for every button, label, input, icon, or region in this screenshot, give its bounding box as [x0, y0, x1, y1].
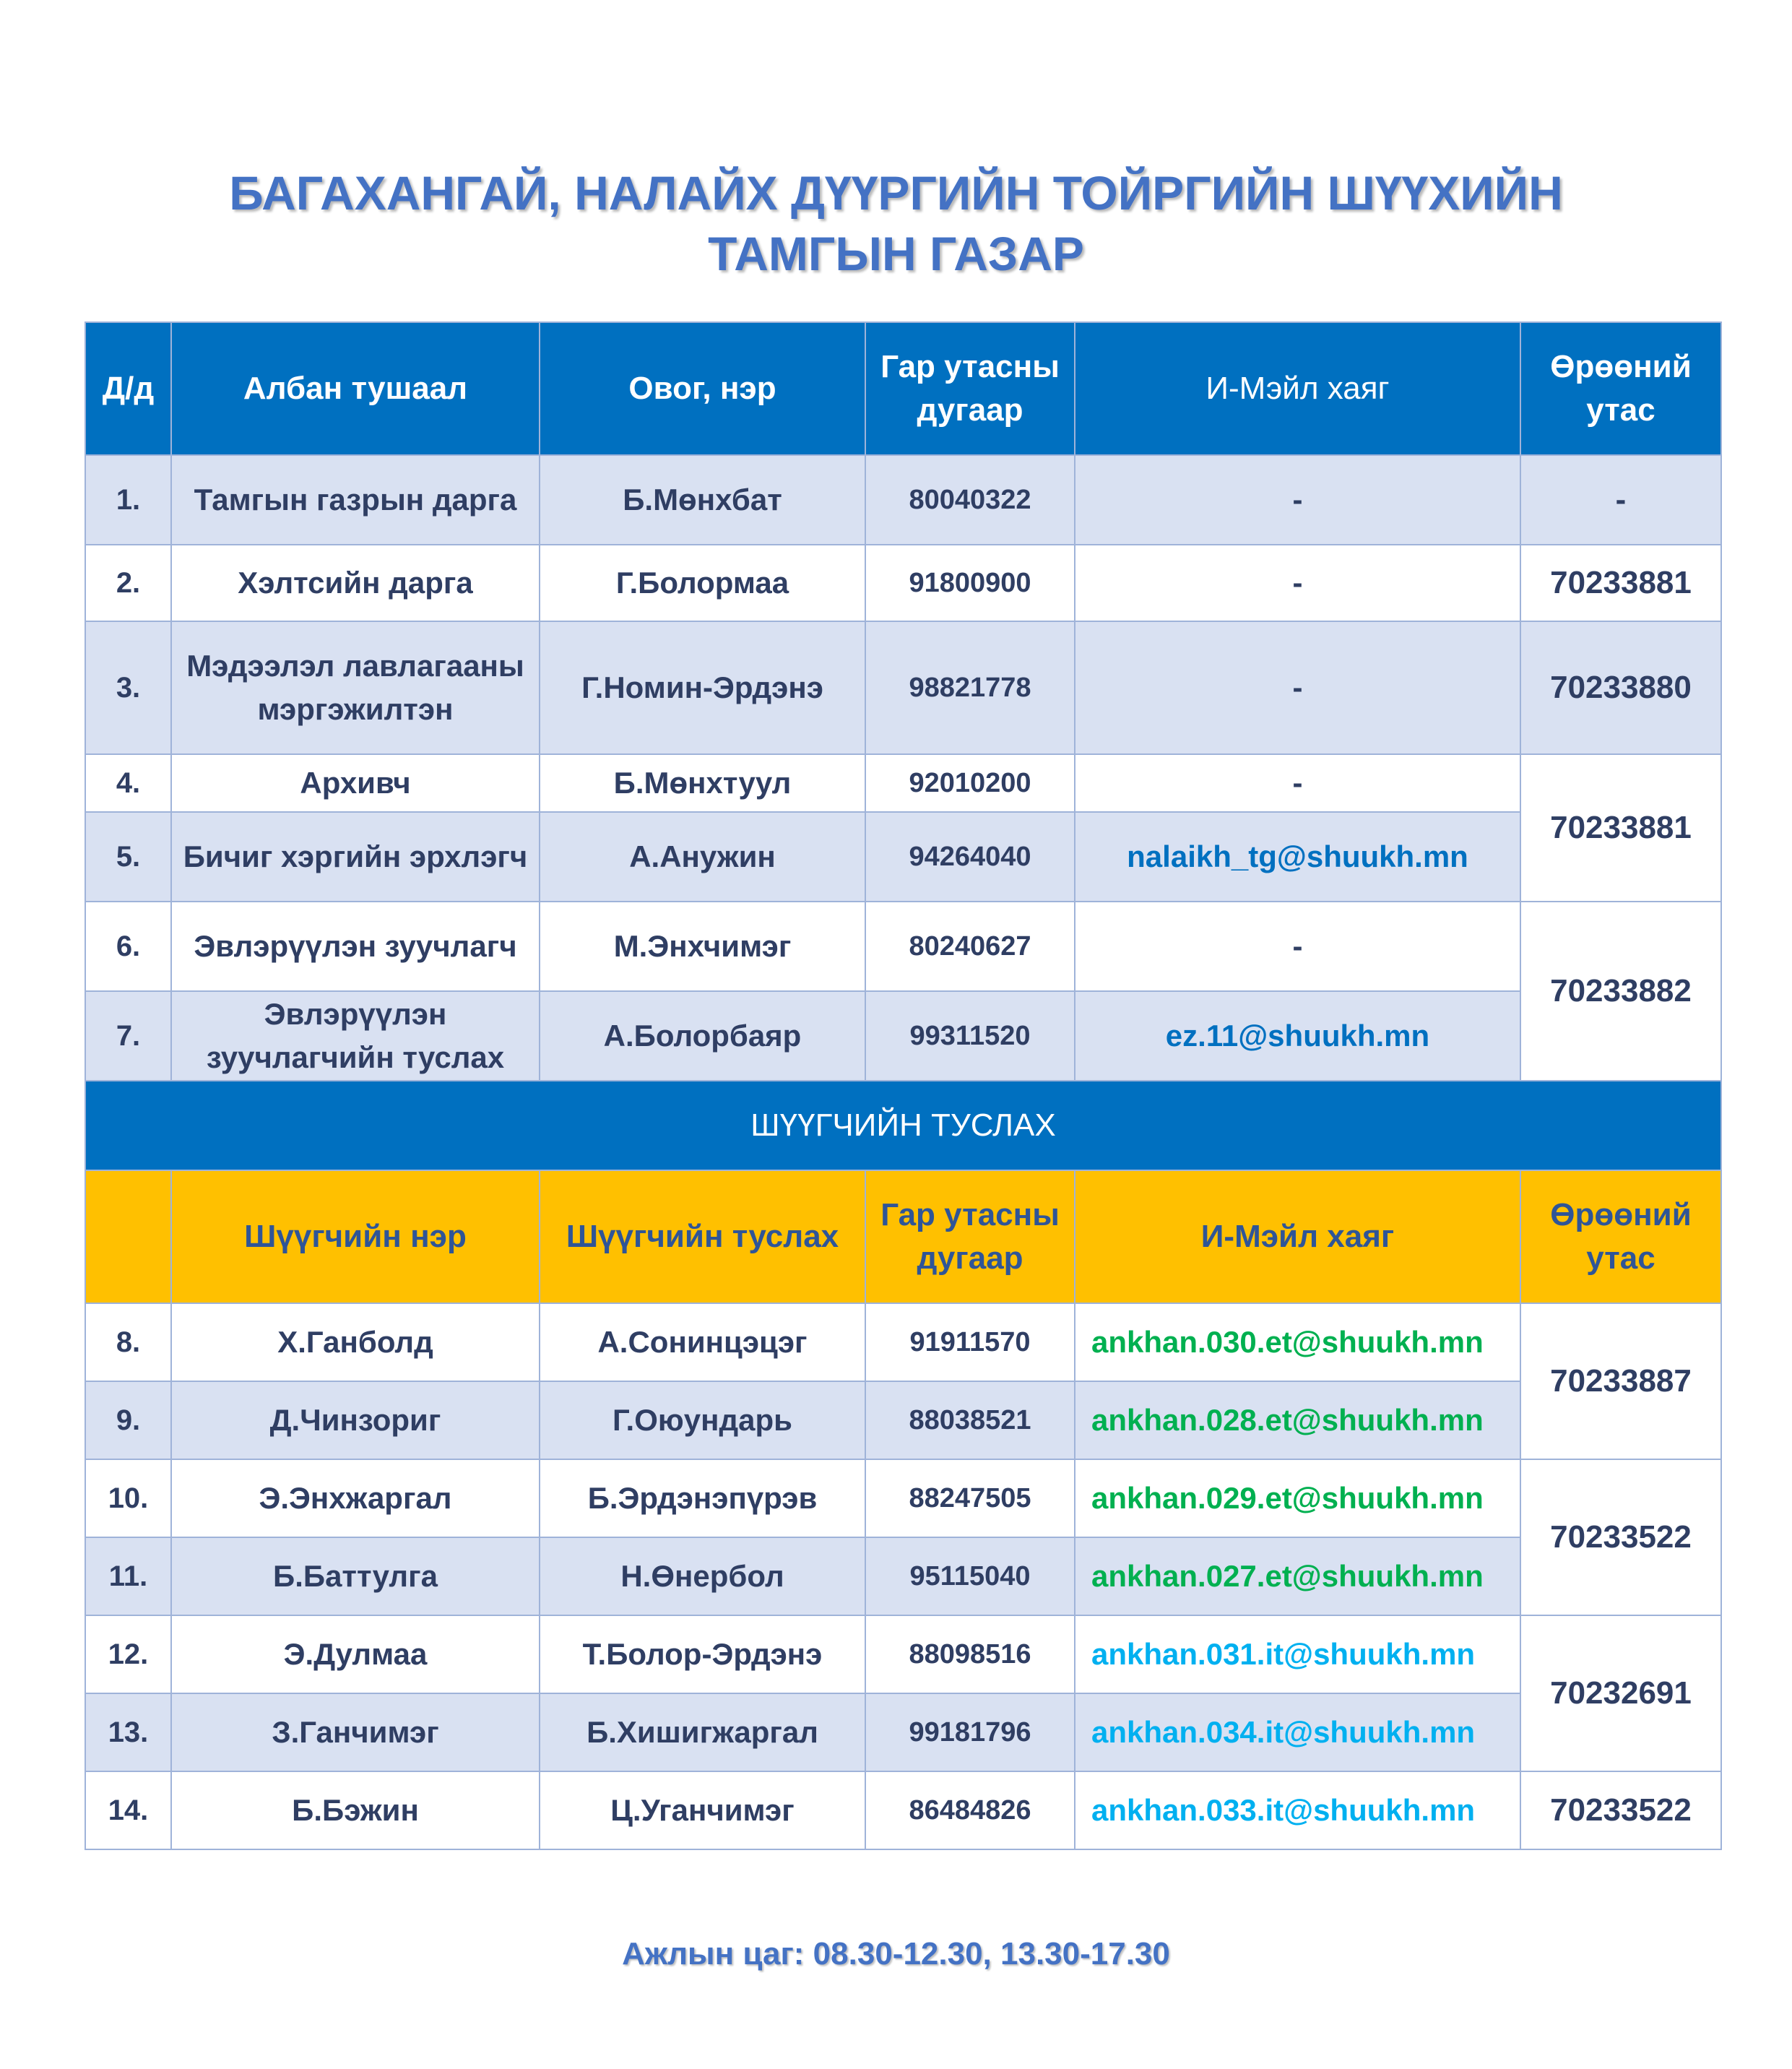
row-email: nalaikh_tg@shuukh.mn [1075, 812, 1520, 902]
table-row [85, 1693, 1721, 1771]
row-mobile: 88247505 [865, 1459, 1075, 1537]
row-num: 7. [85, 991, 171, 1081]
row-judge: Б.Баттулга [171, 1537, 540, 1615]
row-num: 12. [85, 1615, 171, 1693]
contact-table [85, 321, 1722, 1850]
row-mobile: 88098516 [865, 1615, 1075, 1693]
row-assistant: А.Сонинцэцэг [540, 1303, 865, 1381]
row-assistant: Ц.Уганчимэг [540, 1771, 865, 1849]
table-row [85, 1537, 1721, 1615]
working-hours: Ажлын цаг: 08.30-12.30, 13.30-17.30 [622, 1936, 1170, 1971]
row-num: 1. [85, 455, 171, 545]
row-mobile: 99181796 [865, 1693, 1075, 1771]
row-email: - [1075, 545, 1520, 621]
table-row [85, 455, 1721, 545]
row-num: 3. [85, 621, 171, 754]
title-line-2: ТАМГЫН ГАЗАР [708, 227, 1084, 280]
row-mobile: 91800900 [865, 545, 1075, 621]
title-line-1: БАГАХАНГАЙ, НАЛАЙХ ДҮҮРГИЙН ТОЙРГИЙН ШҮҮХИЙН [229, 166, 1563, 220]
row-email: ankhan.028.et@shuukh.mn [1075, 1381, 1520, 1459]
header-position: Албан тушаал [171, 322, 540, 455]
row-name: А.Анужин [540, 812, 865, 902]
table-row [85, 1459, 1721, 1537]
row-num: 4. [85, 754, 171, 812]
row-email: - [1075, 902, 1520, 991]
row-email: ankhan.034.it@shuukh.mn [1075, 1693, 1520, 1771]
row-num: 9. [85, 1381, 171, 1459]
row-num: 13. [85, 1693, 171, 1771]
row-mobile: 80040322 [865, 455, 1075, 545]
table-row [85, 621, 1721, 754]
row-judge: Д.Чинзориг [171, 1381, 540, 1459]
row-assistant: Г.Оюундарь [540, 1381, 865, 1459]
row-judge: Х.Ганболд [171, 1303, 540, 1381]
row-position: Хэлтсийн дарга [171, 545, 540, 621]
table-header [85, 322, 1721, 455]
row-judge: З.Ганчимэг [171, 1693, 540, 1771]
row-room: 70233882 [1520, 902, 1721, 1081]
row-email: ankhan.027.et@shuukh.mn [1075, 1537, 1520, 1615]
header-num: Д/д [85, 322, 171, 455]
row-assistant: Н.Өнербол [540, 1537, 865, 1615]
row-assistant: Б.Хишигжаргал [540, 1693, 865, 1771]
row-position: Тамгын газрын дарга [171, 455, 540, 545]
row-assistant: Т.Болор-Эрдэнэ [540, 1615, 865, 1693]
row-num: 14. [85, 1771, 171, 1849]
row-position: Архивч [171, 754, 540, 812]
row-room: - [1520, 455, 1721, 545]
row-email: ankhan.030.et@shuukh.mn [1075, 1303, 1520, 1381]
row-email: ankhan.029.et@shuukh.mn [1075, 1459, 1520, 1537]
row-mobile: 98821778 [865, 621, 1075, 754]
row-assistant: Б.Эрдэнэпүрэв [540, 1459, 865, 1537]
table-row [85, 1303, 1721, 1381]
section-header [85, 1081, 1721, 1170]
row-email: ez.11@shuukh.mn [1075, 991, 1520, 1081]
row-name: Б.Мөнхбат [540, 455, 865, 545]
table-row [85, 545, 1721, 621]
row-mobile: 91911570 [865, 1303, 1075, 1381]
table-row [85, 991, 1721, 1081]
table-row [85, 812, 1721, 902]
header-email: И-Мэйл хаяг [1075, 322, 1520, 455]
row-name: Б.Мөнхтуул [540, 754, 865, 812]
row-room: 70233522 [1520, 1459, 1721, 1615]
row-room: 70233881 [1520, 754, 1721, 902]
row-mobile: 94264040 [865, 812, 1075, 902]
row-judge: Б.Бэжин [171, 1771, 540, 1849]
row-room: 70233887 [1520, 1303, 1721, 1459]
table-row [85, 1381, 1721, 1459]
row-num: 6. [85, 902, 171, 991]
row-num: 8. [85, 1303, 171, 1381]
row-name: Г.Номин-Эрдэнэ [540, 621, 865, 754]
row-position: Эвлэрүүлэн зуучлагчийн туслах [171, 991, 540, 1081]
table-row [85, 1615, 1721, 1693]
row-judge: Э.Энхжаргал [171, 1459, 540, 1537]
row-judge: Э.Дулмаа [171, 1615, 540, 1693]
header-mobile: Гар утасны дугаар [865, 322, 1075, 455]
row-mobile: 92010200 [865, 754, 1075, 812]
row-room: 70232691 [1520, 1615, 1721, 1771]
header-mobile: Гар утасны дугаар [865, 1170, 1075, 1303]
row-room: 70233522 [1520, 1771, 1721, 1849]
row-num: 5. [85, 812, 171, 902]
row-email: - [1075, 754, 1520, 812]
row-email: - [1075, 455, 1520, 545]
row-name: М.Энхчимэг [540, 902, 865, 991]
table-row [85, 902, 1721, 991]
header-room: Өрөөний утас [1520, 1170, 1721, 1303]
assistant-header [85, 1170, 1721, 1303]
row-name: А.Болорбаяр [540, 991, 865, 1081]
table-row [85, 1771, 1721, 1849]
row-email: ankhan.033.it@shuukh.mn [1075, 1771, 1520, 1849]
row-mobile: 86484826 [865, 1771, 1075, 1849]
row-position: Бичиг хэргийн эрхлэгч [171, 812, 540, 902]
row-mobile: 88038521 [865, 1381, 1075, 1459]
row-num: 10. [85, 1459, 171, 1537]
header-assistant: Шүүгчийн туслах [540, 1170, 865, 1303]
page-title [0, 163, 1792, 284]
row-num: 11. [85, 1537, 171, 1615]
header-name: Овог, нэр [540, 322, 865, 455]
row-position: Эвлэрүүлэн зуучлагч [171, 902, 540, 991]
row-room: 70233880 [1520, 621, 1721, 754]
row-mobile: 95115040 [865, 1537, 1075, 1615]
row-name: Г.Болормаа [540, 545, 865, 621]
section-title: ШҮҮГЧИЙН ТУСЛАХ [85, 1081, 1721, 1170]
row-mobile: 80240627 [865, 902, 1075, 991]
row-email: ankhan.031.it@shuukh.mn [1075, 1615, 1520, 1693]
row-mobile: 99311520 [865, 991, 1075, 1081]
row-room: 70233881 [1520, 545, 1721, 621]
table-row [85, 754, 1721, 812]
header-num-empty [85, 1170, 171, 1303]
row-position: Мэдээлэл лавлагааны мэргэжилтэн [171, 621, 540, 754]
header-email: И-Мэйл хаяг [1075, 1170, 1520, 1303]
row-email: - [1075, 621, 1520, 754]
header-room: Өрөөний утас [1520, 322, 1721, 455]
header-judge: Шүүгчийн нэр [171, 1170, 540, 1303]
row-num: 2. [85, 545, 171, 621]
